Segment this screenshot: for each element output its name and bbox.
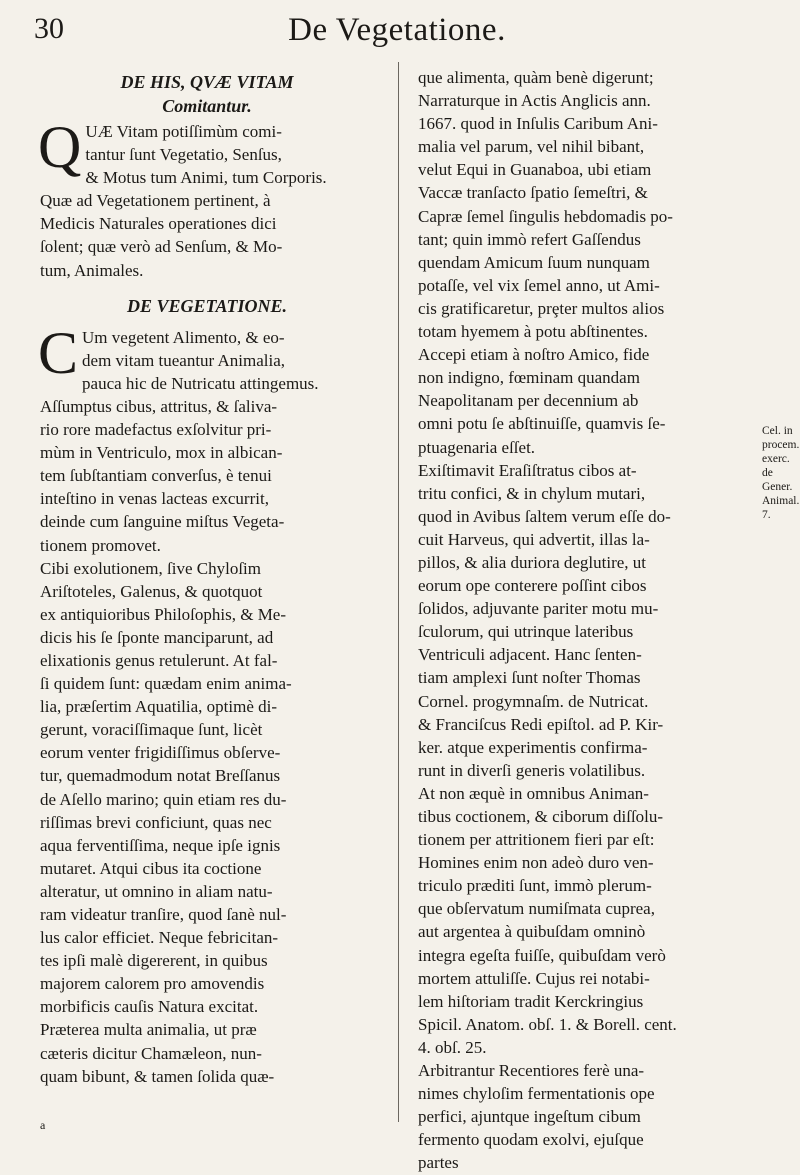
paragraph-qui-vitam [38, 114, 374, 282]
signature-mark: a [40, 1118, 46, 1132]
drop-cap-c: C [38, 319, 79, 386]
paragraph-text: UÆ Vitam potiſſimùm comi- tantur ſunt Vegetatio, Senſus, & Motus tum Animi, tum Corporis. Quæ ad Vegetationem pertinent, à Medicis Naturales operationes dici ſolent; quæ verò ad Senſum, & Mo- tum, Animales. [40, 122, 327, 280]
running-title: De Vegetatione. [288, 12, 506, 48]
section-heading-line1: DE HIS, QVÆ VITAM [120, 72, 294, 92]
section-heading-his-quae-vitam [40, 70, 374, 118]
page-header [34, 12, 760, 58]
section-heading-line2: Comitantur. [162, 96, 252, 116]
section-heading-de-vegetatione: DE VEGETATIONE. [126, 295, 288, 316]
paragraph-right-column: que alimenta, quàm benè digerunt; Narraturque in Actis Anglicis ann. 1667. quod in Inſulis Caribum Ani- malia vel parum, vel nihil bibant, velut Equi in Guanaboa, ubi etiam Vaccæ tranſacto ſpatio ſemeſtri, & Capræ ſemel ſingulis hebdomadis po- tant; quin immò refert Gaſſendus quendam Amicum ſuum nunquam potaſſe, vel vix ſemel anno, ut Ami- cis gratificaretur, prȩter multos alios totam hyemem à potu abſtinentes. Accepi etiam à noſtro Amico, fide non indigno, fœminam quandam Neapolitanam per decennium ab omni potu ſe abſtinuiſſe, quamvis ſe- ptuagenaria eſſet. Exiſtimavit Eraſiſtratus cibos at- tritu confici, & in chylum mutari, quod in Avibus ſaltem verum eſſe do- cuit Harveus, qui advertit, illas la- pillos, & alia duriora deglutire, ut eorum ope conterere poſſint cibos ſolidos, adjuvante pariter motu mu- ſculorum, qui utrinque lateribus Ventriculi adjacent. Hanc ſenten- tiam amplexi ſunt noſter Thomas Cornel. progymnaſm. de Nutricat. & Franciſcus Redi epiſtol. ad P. Kir- ker. atque experimentis confirma- runt in diverſi generis volatilibus. At non æquè in omnibus Animan- tibus coctionem, & ciborum diſſolu- tionem per attritionem fieri par eſt: Homines enim non adeò duro ven- triculo præditi ſunt, immò plerum- que obſervatum numiſmata cuprea, aut argentea à quibuſdam omninò integra egeſta fuiſſe, quibuſdam verò mortem attuliſſe. Cujus rei notabi- lem hiſtoriam tradit Kerckringius Spicil. Anatom. obſ. 1. & Borell. cent. 4. obſ. 25. Arbitrantur Recentiores ferè una- nimes chyloſim fermentationis ope perfici, ajuntque ingeſtum cibum fermento quodam exolvi, ejuſque partes [418, 68, 677, 1173]
paragraph-cum-vegetent [38, 319, 374, 1088]
margin-note: Cel. in procem. exerc. de Gener. Animal. 7. [762, 425, 800, 521]
right-column [418, 66, 750, 1175]
page-number: 30 [34, 12, 64, 45]
drop-cap-q: Q [38, 114, 82, 180]
column-divider [398, 62, 399, 1122]
paragraph-text: Um vegetent Alimento, & eo- dem vitam tueantur Animalia, pauca hic de Nutricatu attingemus. Aſſumptus cibus, attritus, & ſaliva- rio rore madefactus exſolvitur pri- mùm in Ventriculo, mox in albican- tem ſubſtantiam converſus, è tenui inteſtino in venas lacteas excurrit, deinde cum ſanguine miſtus Vegeta- tionem promovet. Cibi exolutionem, ſive Chyloſim Ariſtoteles, Galenus, & quotquot ex antiquioribus Philoſophis, & Me- dicis his ſe ſponte manciparunt, ad elixationis genus retulerunt. At fal- ſi quidem ſunt: quædam enim anima- lia, præſertim Aquatilia, optimè di- gerunt, voraciſſimaque ſunt, licèt eorum venter frigidiſſimus obſerve- tur, quemadmodum notat Breſſanus de Aſello marino; quin etiam res du- riſſimas brevi conficiunt, quas nec aqua ferventiſſima, neque ipſe ignis mutaret. Atqui cibus ita coctione alteratur, ut omnino in aliam natu- ram videatur tranſire, quod ſanè nul- lus calor efficiet. Neque febricitan- tes ipſi malè digererent, in quibus majorem calorem pro amovendis morbificis cauſis Natura excitat. Præterea multa animalia, ut præ cæteris dicitur Chamæleon, nun- quam bibunt, & tamen ſolida quæ- [40, 327, 319, 1086]
left-column [40, 66, 374, 1088]
